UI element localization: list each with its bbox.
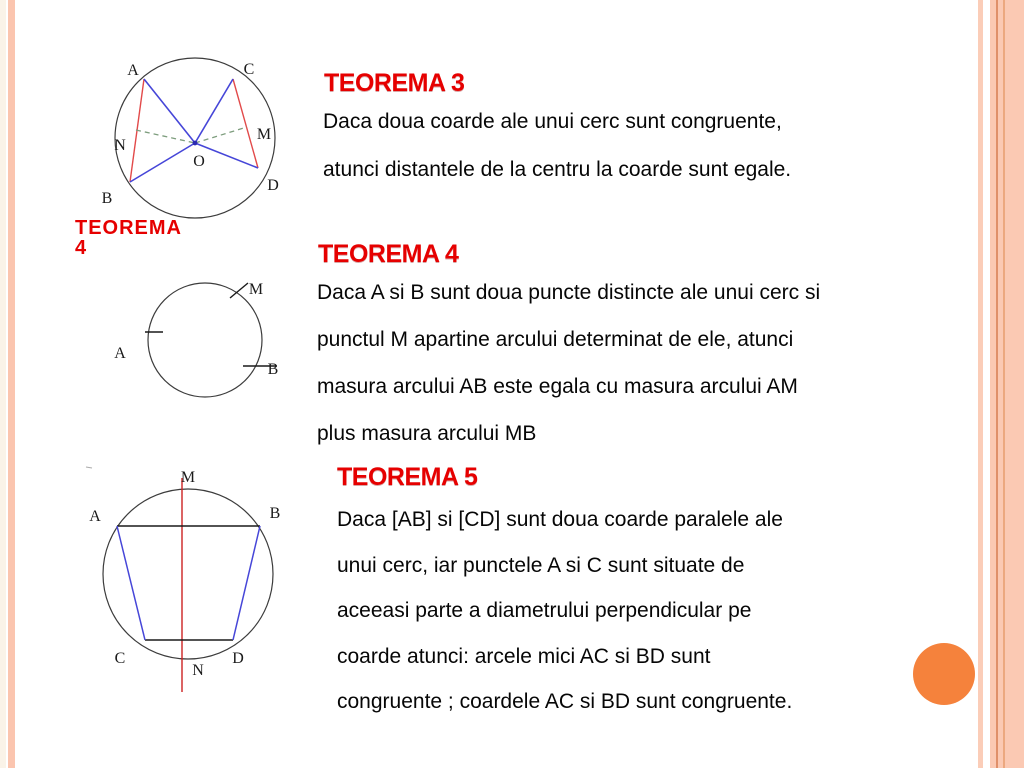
right-border-dark-line <box>996 0 998 768</box>
label-B: B <box>269 505 281 522</box>
label-N: N <box>192 662 204 679</box>
chord-CD <box>233 79 258 168</box>
theorem-5-body <box>337 497 792 725</box>
segment-BD <box>233 526 260 640</box>
theorem-5-line: unui cerc, iar punctele A si C sunt situate de <box>337 553 745 577</box>
theorem-4-line: plus masura arcului MB <box>317 422 537 445</box>
label-A: A <box>127 62 139 79</box>
label-M: M <box>180 469 196 486</box>
theorem-4-line: Daca A si B sunt doua puncte distincte ale unui cerc si <box>317 281 821 304</box>
theorem-3-line: Daca doua coarde ale unui cerc sunt congruente, <box>323 110 782 133</box>
stray-mark <box>86 467 92 468</box>
segment-AC <box>117 526 145 640</box>
center-point-O <box>193 141 198 146</box>
theorem-4-line: masura arcului AB este egala cu masura arcului AM <box>317 375 798 398</box>
parallel-chords-diagram <box>70 455 305 730</box>
label-C: C <box>114 650 126 667</box>
label-B: B <box>267 361 279 378</box>
label-A: A <box>114 345 126 362</box>
circle-outline <box>148 283 262 397</box>
theorem-5-heading: TEOREMA 5 <box>337 463 478 491</box>
clipped-text: TEOREMA 4 <box>75 217 182 259</box>
theorem-3-heading: TEOREMA 3 <box>324 69 465 97</box>
label-M: M <box>256 126 272 143</box>
label-D: D <box>232 650 244 667</box>
theorem-4-line: punctul M apartine arcului determinat de ele, atunci <box>317 328 794 351</box>
theorem-3-line: atunci distantele de la centru la coarde sunt egale. <box>323 158 792 181</box>
theorem-5-line: aceeasi parte a diametrului perpendicular pe <box>337 599 752 622</box>
radius-OA <box>144 79 195 143</box>
theorem-5-line: congruente ; coardele AC si BD sunt congruente. <box>337 690 793 713</box>
clipped-text-fragment <box>75 217 182 259</box>
orange-circle-decoration <box>913 643 975 705</box>
theorem-5-line: coarde atunci: arcele mici AC si BD sunt <box>337 644 711 668</box>
right-border-light-line <box>1003 0 1005 768</box>
label-M: M <box>248 281 264 298</box>
theorem-4-body <box>317 269 820 457</box>
arc-sum-diagram <box>95 275 285 410</box>
theorem-4-heading: TEOREMA 4 <box>318 240 459 268</box>
label-A: A <box>89 508 101 525</box>
left-border-salmon-stripe <box>8 0 15 768</box>
label-N: N <box>114 137 126 154</box>
radius-OB <box>130 143 195 182</box>
label-D: D <box>267 177 279 194</box>
label-C: C <box>243 61 255 78</box>
theorem-3-body <box>323 98 791 194</box>
theorem-5-line: Daca [AB] si [CD] sunt doua coarde paralele ale <box>337 508 783 531</box>
label-B: B <box>101 190 113 207</box>
circle-outline <box>115 58 275 218</box>
congruent-chords-diagram <box>95 50 295 230</box>
right-border-thin-stripe <box>978 0 983 768</box>
label-O: O <box>193 153 205 170</box>
radius-OC <box>195 79 233 143</box>
